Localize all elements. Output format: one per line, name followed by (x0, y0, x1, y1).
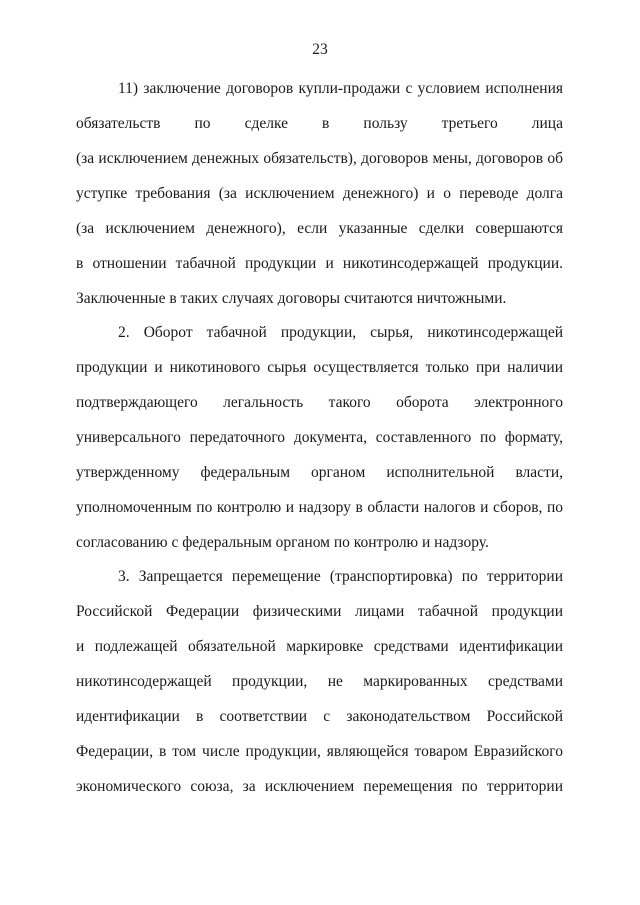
text-line: и подлежащей обязательной маркировке средствами идентификации (76, 638, 563, 655)
text-line: уступке требования (за исключением денежного) и о переводе долга (76, 185, 563, 202)
text-line: экономического союза, за исключением перемещения по территории (76, 778, 563, 795)
text-line: 3. Запрещается перемещение (транспортировка) по территории (118, 568, 563, 585)
text-line: в отношении табачной продукции и никотинсодержащей продукции. (76, 255, 563, 272)
text-line: согласованию с федеральным органом по контролю и надзору. (76, 534, 489, 551)
text-line: Заключенные в таких случаях договоры считаются ничтожными. (76, 290, 507, 307)
text-line: (за исключением денежного), если указанные сделки совершаются (76, 220, 563, 237)
text-line: подтверждающего легальность такого оборота электронного (76, 394, 563, 411)
text-line: обязательств по сделке в пользу третьего лица (76, 115, 563, 132)
text-line: (за исключением денежных обязательств), договоров мены, договоров об (76, 150, 563, 167)
text-line: утвержденному федеральным органом исполнительной власти, (76, 464, 563, 481)
text-line: продукции и никотинового сырья осуществляется только при наличии (76, 359, 563, 376)
text-line: 11) заключение договоров купли-продажи с условием исполнения (118, 80, 563, 97)
text-line: идентификации в соответствии с законодательством Российской (76, 708, 563, 725)
text-line: универсального передаточного документа, составленного по формату, (76, 429, 563, 446)
text-line: никотинсодержащей продукции, не маркированных средствами (76, 673, 563, 690)
text-line: Федерации, в том числе продукции, являющейся товаром Евразийского (76, 743, 563, 760)
page-number: 23 (312, 41, 328, 58)
text-line: уполномоченным по контролю и надзору в области налогов и сборов, по (76, 499, 563, 516)
text-line: 2. Оборот табачной продукции, сырья, никотинсодержащей (118, 324, 563, 341)
text-line: Российской Федерации физическими лицами табачной продукции (76, 603, 563, 620)
